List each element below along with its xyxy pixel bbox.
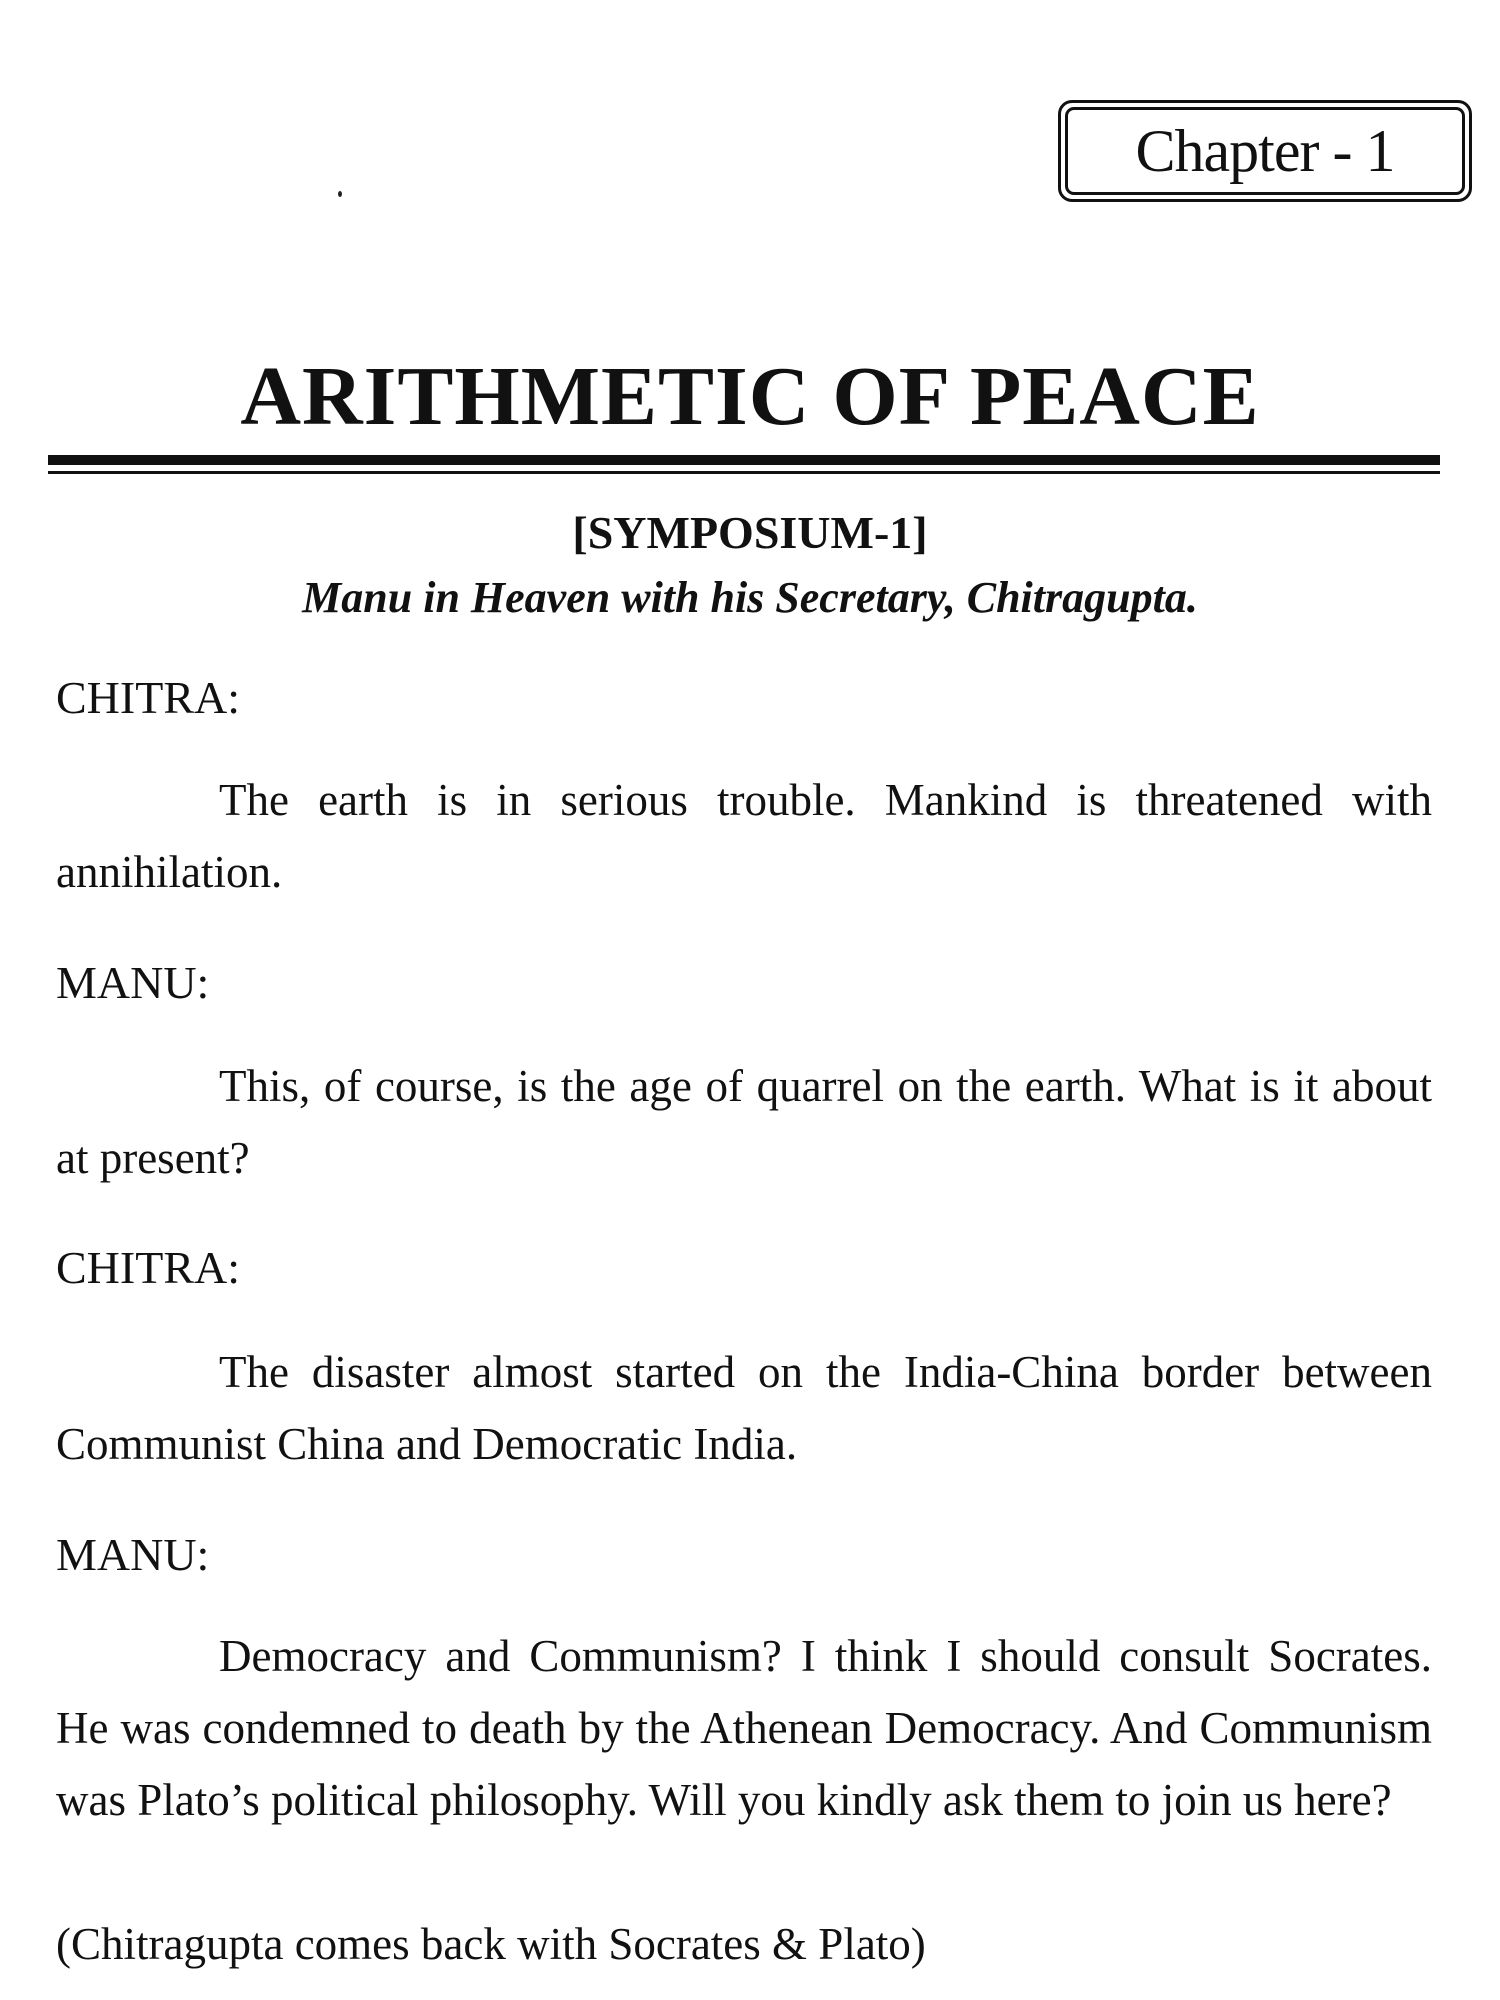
stage-direction: (Chitragupta comes back with Socrates & Plato) [56,1919,926,1969]
dialogue-paragraph: This, of course, is the age of quarrel on the earth. What is it about at present? [56,1061,1432,1183]
scene-subtitle: Manu in Heaven with his Secretary, Chitragupta. [302,573,1198,622]
chapter-label: Chapter - 1 [1065,107,1465,195]
title-rule-thick [48,455,1440,465]
speaker-label: CHITRA: [56,1242,240,1293]
dialogue-paragraph: The earth is in serious trouble. Mankind is threatened with annihilation. [56,775,1432,897]
dialogue-paragraph: The disaster almost started on the India-China border between Communist China and Democratic India. [56,1347,1432,1469]
chapter-title: ARITHMETIC OF PEACE [240,350,1260,443]
chapter-label-box [1058,100,1472,202]
ink-speck [338,191,342,197]
symposium-heading: [SYMPOSIUM-1] [572,507,928,558]
title-rule-thin [48,471,1440,474]
speaker-label: MANU: [56,957,210,1008]
speaker-label: MANU: [56,1529,210,1580]
speaker-label: CHITRA: [56,672,240,723]
dialogue-paragraph: Democracy and Communism? I think I should consult Socrates. He was condemned to death by the Athenean Democracy. And Communism was Plato’s political philosophy. Will you kindly ask them to join us here? [56,1631,1432,1825]
